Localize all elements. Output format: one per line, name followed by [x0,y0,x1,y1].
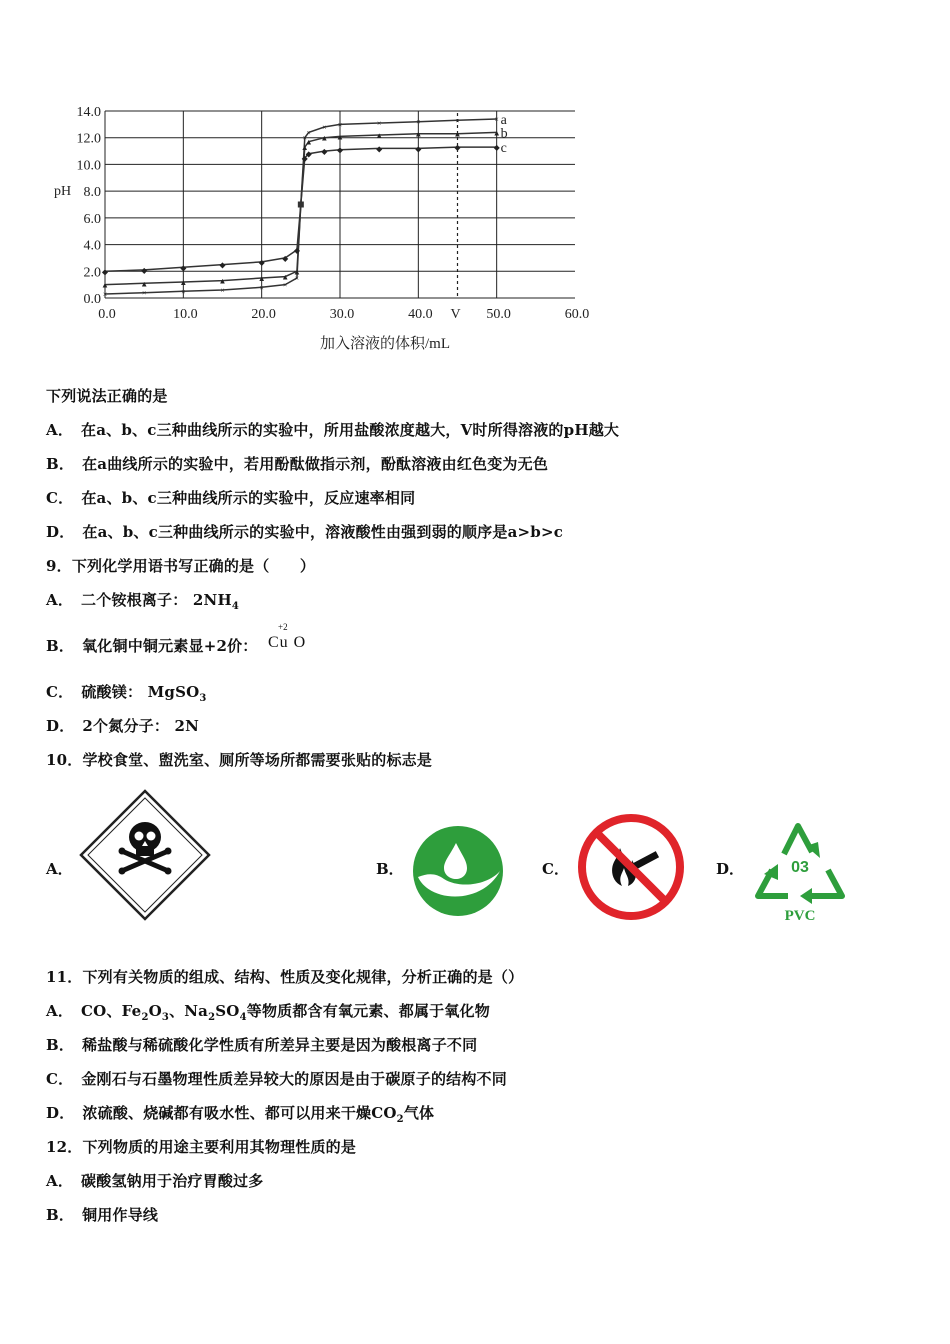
subscript: 4 [239,1012,247,1023]
formula: 2N [174,717,200,735]
data-point-b: ▲ [257,273,266,283]
data-point-a: × [322,123,327,133]
option-label: C． [46,489,74,507]
data-point-c: ◆ [305,149,312,159]
v-marker-label: V [450,307,461,322]
q8-option-a[interactable] [46,420,619,440]
option-text: 碳酸氢钠用于治疗胃酸过多 [81,1172,264,1190]
formula: Cu O [268,634,307,651]
q11-option-c[interactable] [46,1069,507,1089]
x-tick-label: 20.0 [251,307,276,322]
y-tick-label: 4.0 [83,238,101,254]
data-point-c: ◆ [101,267,109,277]
text-part: CO、Fe [81,1002,142,1020]
option-text: 在a、b、c三种曲线所示的实验中，溶液酸性由强到弱的顺序是a>b>c [82,523,564,541]
q8-option-b[interactable] [46,454,548,474]
recycle-text: PVC [784,908,816,924]
data-point-a: × [416,117,421,127]
subscript: 2 [396,1114,404,1125]
data-point-b: ▲ [281,272,290,282]
x-axis-label: 加入溶液的体积/mL [320,336,450,352]
data-point-c: ◆ [180,263,187,273]
data-point-a: × [376,119,382,129]
option-label: D． [46,717,75,735]
option-label: C． [46,683,74,701]
q11-option-b[interactable] [46,1035,477,1055]
data-point-b: ▲ [218,276,227,286]
data-point-a: × [294,273,300,283]
option-text-tail: 气体 [403,1104,435,1122]
data-point-a: × [141,288,147,298]
q8-option-d[interactable] [46,522,563,542]
data-point-b: ▲ [292,267,301,277]
data-point-b: ▲ [320,133,329,143]
data-point-a: × [337,120,343,130]
option-text: 硫酸镁： [81,683,143,701]
option-text: 稀盐酸与稀硫酸化学性质有所差异主要是因为酸根离子不同 [82,1036,478,1054]
series-label-a: a [500,113,507,129]
no-fire-icon[interactable] [576,812,686,922]
x-tick-label: 10.0 [173,307,198,322]
data-point-c: ◆ [493,143,500,153]
data-point-c: ◆ [415,144,422,154]
subscript: 3 [161,1012,170,1023]
q9-stem: 9．下列化学用语书写正确的是（ ） [46,557,316,575]
series-label-b: b [500,126,508,142]
equivalence-point [298,202,304,208]
q12-stem: 12．下列物质的用途主要利用其物理性质的是 [46,1138,357,1156]
y-axis-label: pH [54,184,72,199]
q12-option-b[interactable] [46,1205,158,1225]
y-tick-label: 14.0 [76,105,101,120]
data-point-b: ▲ [179,277,188,287]
data-point-b: ▲ [375,131,384,141]
q9-option-d[interactable] [46,716,199,736]
q12-option-a[interactable] [46,1171,263,1191]
recycle-pvc-icon[interactable] [748,812,852,924]
q8-stem: 下列说法正确的是 [46,387,168,405]
data-point-c: ◆ [293,245,300,255]
y-tick-label: 6.0 [83,211,101,227]
data-point-b: ▲ [414,129,423,139]
option-text: 二个铵根离子： [81,591,188,609]
subscript: 2 [141,1012,149,1023]
y-tick-label: 0.0 [83,292,101,307]
q9-option-a[interactable] [46,590,239,617]
option-text: 金刚石与石墨物理性质差异较大的原因是由于碳原子的结构不同 [81,1070,507,1088]
cuo-valence-formula [268,622,328,654]
text-part: 、Na [169,1002,209,1020]
valence-mark: +2 [278,622,288,632]
y-tick-label: 12.0 [76,131,101,147]
q10-label-b[interactable]: B． [376,860,404,878]
data-point-a: × [259,283,264,293]
option-label: C． [46,1070,74,1088]
option-text: 在a、b、c三种曲线所示的实验中，反应速率相同 [81,489,416,507]
option-text: 在a、b、c三种曲线所示的实验中，所用盐酸浓度越大，V时所得溶液的pH越大 [81,421,620,439]
data-point-a: × [494,115,499,125]
option-label: A． [46,1002,74,1020]
data-point-c: ◆ [141,265,148,275]
toxic-hazard-icon[interactable] [78,788,212,922]
subscript: 3 [199,693,207,704]
series-line-c [105,147,497,271]
q11-option-d[interactable] [46,1103,434,1130]
data-point-c: ◆ [301,153,308,163]
text-part: O [148,1002,162,1020]
data-point-a: × [220,285,225,295]
data-point-b: ▲ [304,137,313,147]
subscript: 4 [231,601,239,612]
option-label: B． [46,1036,75,1054]
option-label: A． [46,1172,74,1190]
option-text: 浓硫酸、烧碱都有吸水性、都可以用来干燥CO [82,1104,397,1122]
y-tick-label: 8.0 [83,185,101,201]
q10-label-d[interactable]: D． [716,860,745,878]
formula: MgSO [147,683,200,701]
data-point-a: × [181,287,186,297]
titration-chart [40,95,620,365]
data-point-a: × [455,116,460,126]
option-text: 铜用作导线 [82,1206,159,1224]
option-label: B． [46,1206,75,1224]
data-point-c: ◆ [282,253,289,263]
data-point-b: ▲ [101,280,109,290]
formula: 2NH [192,591,232,609]
option-text: 2个氮分子： [82,717,170,735]
data-point-b: ▲ [336,132,344,142]
x-tick-label: 50.0 [486,307,511,322]
recycle-number: 03 [791,859,809,876]
text-part: 等物质都含有氧元素、都属于氧化物 [246,1002,490,1020]
data-point-a: × [102,289,108,299]
option-label: A． [46,591,74,609]
q11-option-a[interactable] [46,1001,490,1028]
data-point-a: × [302,133,308,143]
data-point-a: × [282,280,288,290]
data-point-c: ◆ [321,147,328,157]
option-text: 在a曲线所示的实验中，若用酚酞做指示剂，酚酞溶液由红色变为无色 [82,455,549,473]
data-point-b: ▲ [453,129,462,139]
data-point-c: ◆ [336,145,344,155]
q9-option-c[interactable] [46,682,207,709]
subscript: 2 [208,1012,216,1023]
q9-option-b[interactable] [46,636,258,656]
text-part: SO [215,1002,240,1020]
option-label: B． [46,637,75,655]
q10-label-c[interactable]: C． [542,860,569,878]
y-tick-label: 10.0 [76,158,101,174]
q11-stem: 11．下列有关物质的组成、结构、性质及变化规律，分析正确的是（） [46,968,524,986]
x-tick-label: 60.0 [564,307,590,322]
data-point-c: ◆ [376,144,383,154]
option-label: B． [46,455,75,473]
x-tick-label: 30.0 [329,307,355,322]
x-tick-label: 40.0 [408,307,433,322]
data-point-b: ▲ [300,143,309,153]
q10-stem: 10．学校食堂、盥洗室、厕所等场所都需要张贴的标志是 [46,751,433,769]
data-point-c: ◆ [258,257,265,267]
option-label: D． [46,523,75,541]
q8-option-c[interactable] [46,488,415,508]
data-point-b: ▲ [140,279,149,289]
x-tick-label: 0.0 [98,307,116,322]
option-label: D． [46,1104,75,1122]
data-point-c: ◆ [454,143,461,153]
option-text: 氧化铜中铜元素显+2价： [82,637,258,655]
option-label: A． [46,421,74,439]
data-point-a: × [306,128,311,138]
data-point-b: ▲ [492,128,501,138]
series-label-c: c [500,141,507,157]
water-saving-icon[interactable] [410,825,506,917]
y-tick-label: 2.0 [83,265,101,281]
q10-label-a[interactable]: A． [46,860,73,878]
data-point-c: ◆ [219,260,226,270]
